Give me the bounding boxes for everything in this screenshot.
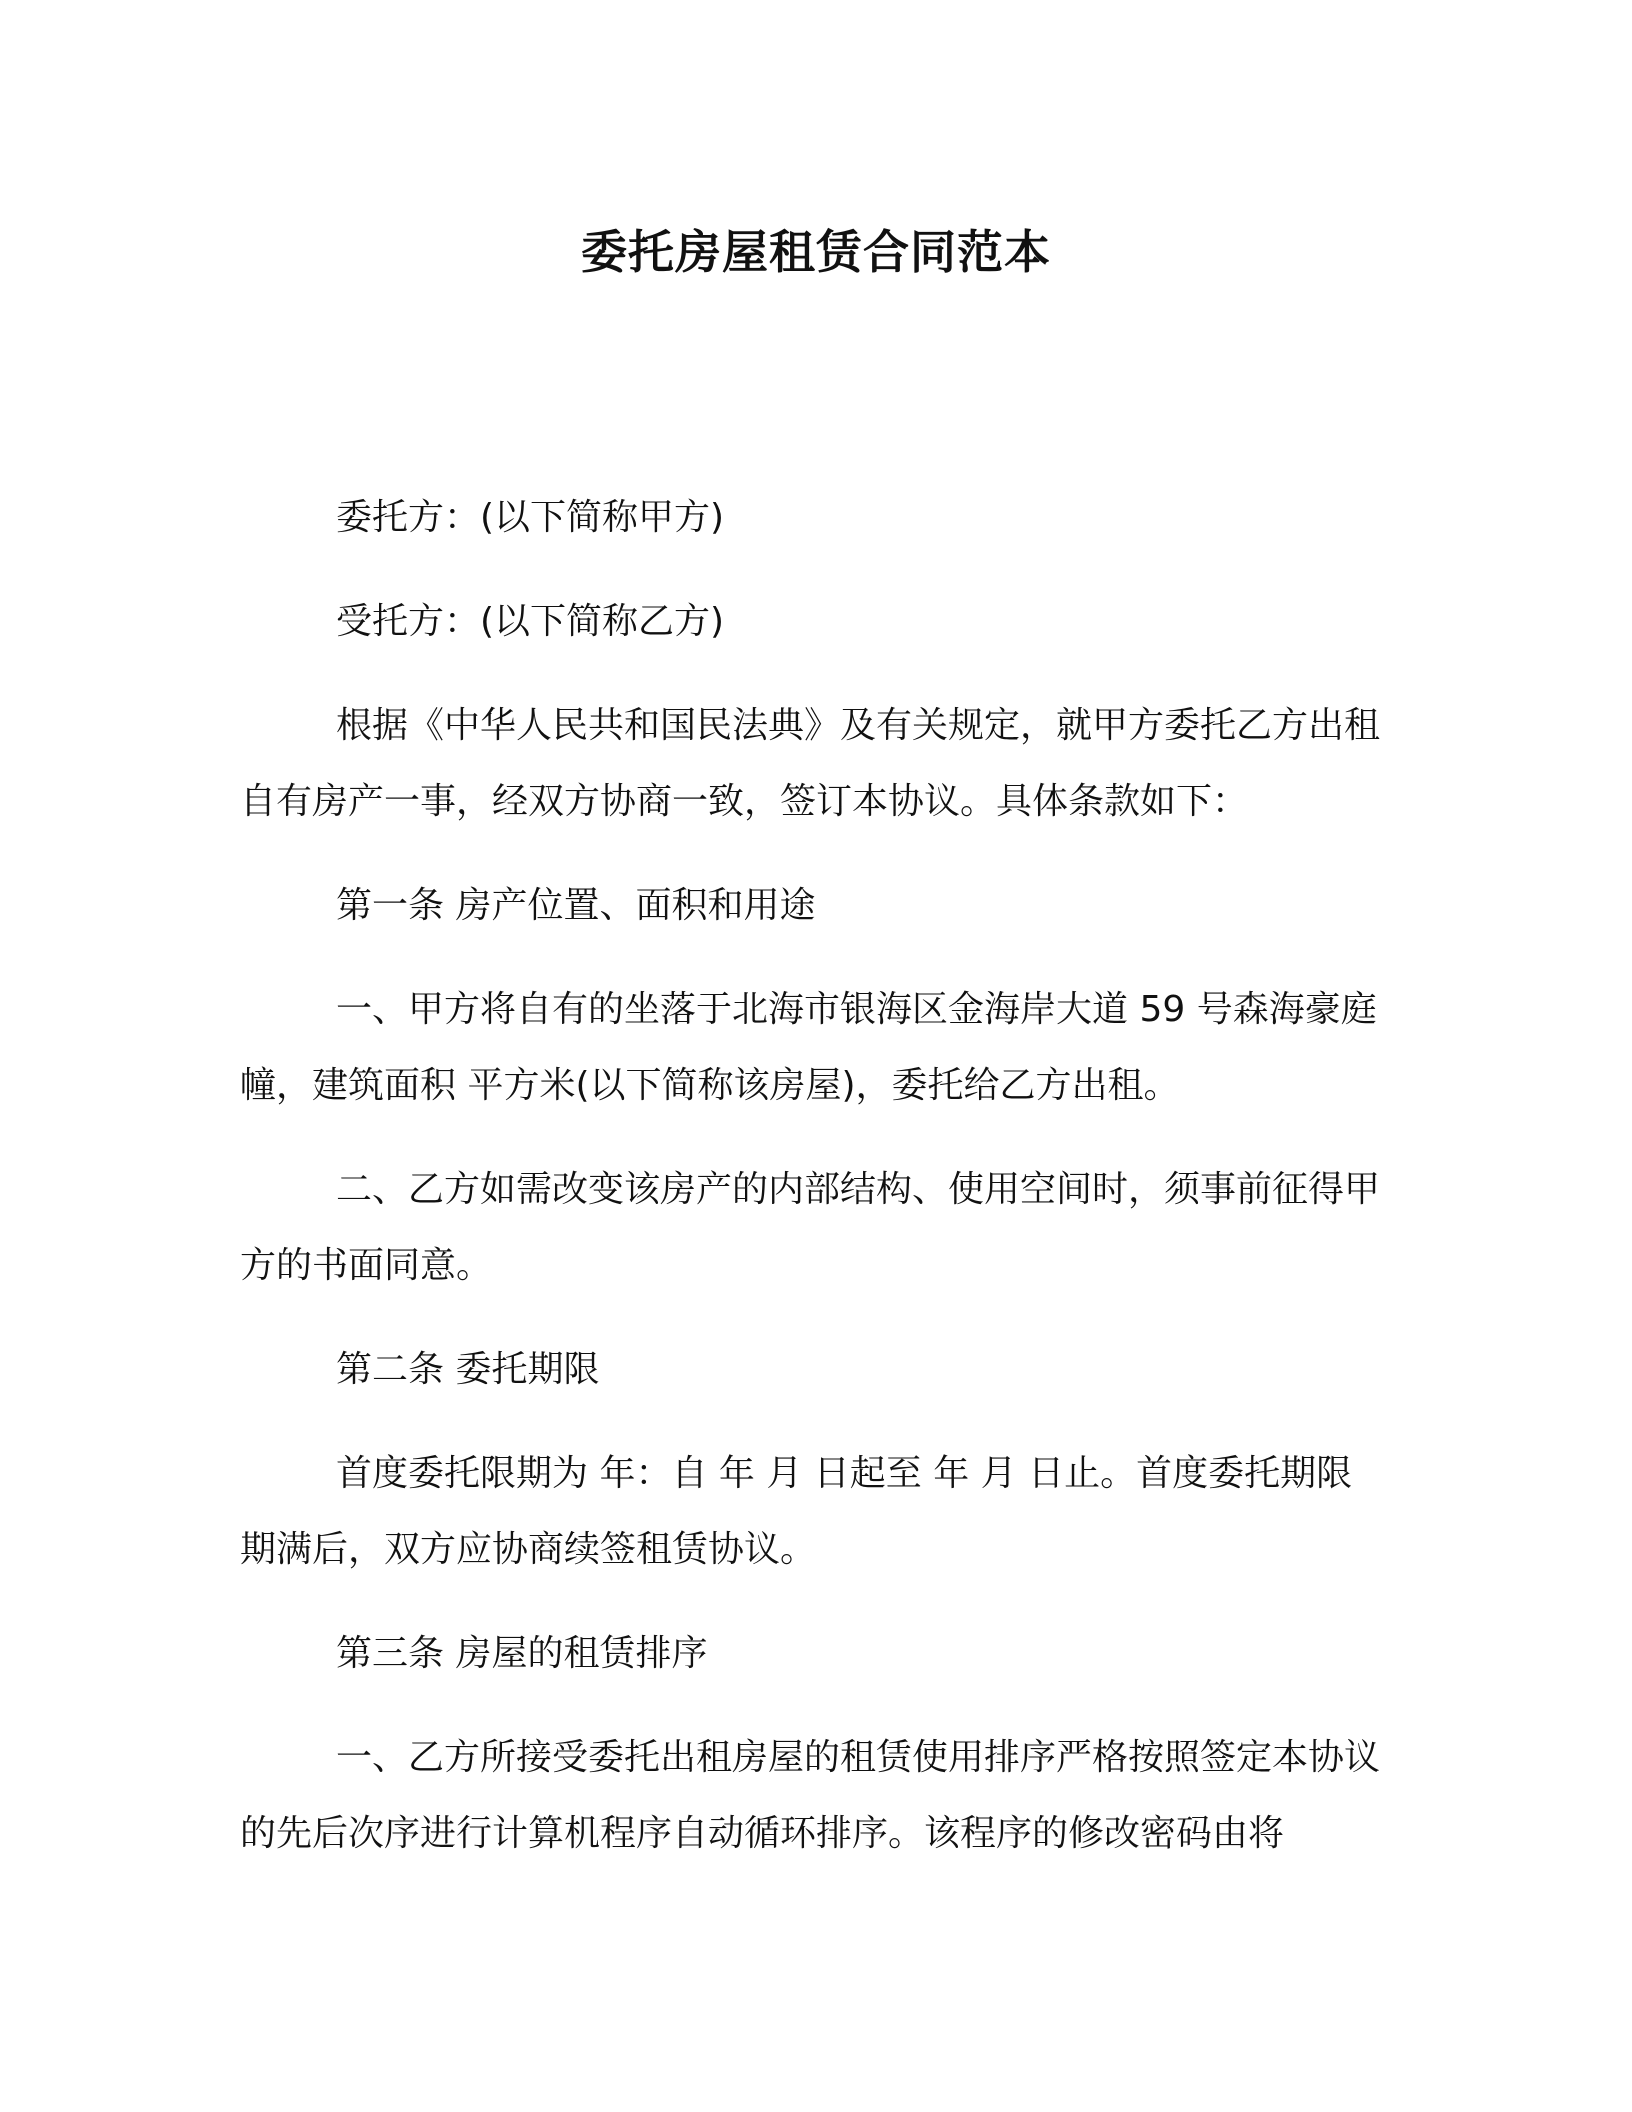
party-b-line: 受托方：(以下简称乙方): [336, 601, 725, 642]
article-1-clause-2: 二、乙方如需改变该房产的内部结构、使用空间时，须事前征得甲方的书面同意。: [240, 1169, 1381, 1286]
article-2-heading: 第二条 委托期限: [336, 1349, 600, 1390]
party-a-line: 委托方：(以下简称甲方): [336, 497, 725, 538]
article-3-heading: 第三条 房屋的租赁排序: [336, 1633, 708, 1674]
preamble-paragraph: 根据《中华人民共和国民法典》及有关规定，就甲方委托乙方出租自有房产一事，经双方协商一致，签订本协议。具体条款如下：: [240, 705, 1381, 822]
article-1-heading: 第一条 房产位置、面积和用途: [336, 885, 816, 926]
article-1-clause-1: 一、甲方将自有的坐落于北海市银海区金海岸大道 59 号森海豪庭 幢，建筑面积 平方米(以下简称该房屋)，委托给乙方出租。: [240, 989, 1377, 1106]
article-3-clause-1: 一、乙方所接受委托出租房屋的租赁使用排序严格按照签定本协议的先后次序进行计算机程序自动循环排序。该程序的修改密码由将: [240, 1737, 1381, 1854]
document-title: 委托房屋租赁合同范本: [581, 225, 1051, 279]
article-2-clause: 首度委托限期为 年：自 年 月 日起至 年 月 日止。首度委托期限期满后，双方应协商续签租赁协议。: [240, 1453, 1353, 1570]
document-body: [240, 480, 1380, 1900]
